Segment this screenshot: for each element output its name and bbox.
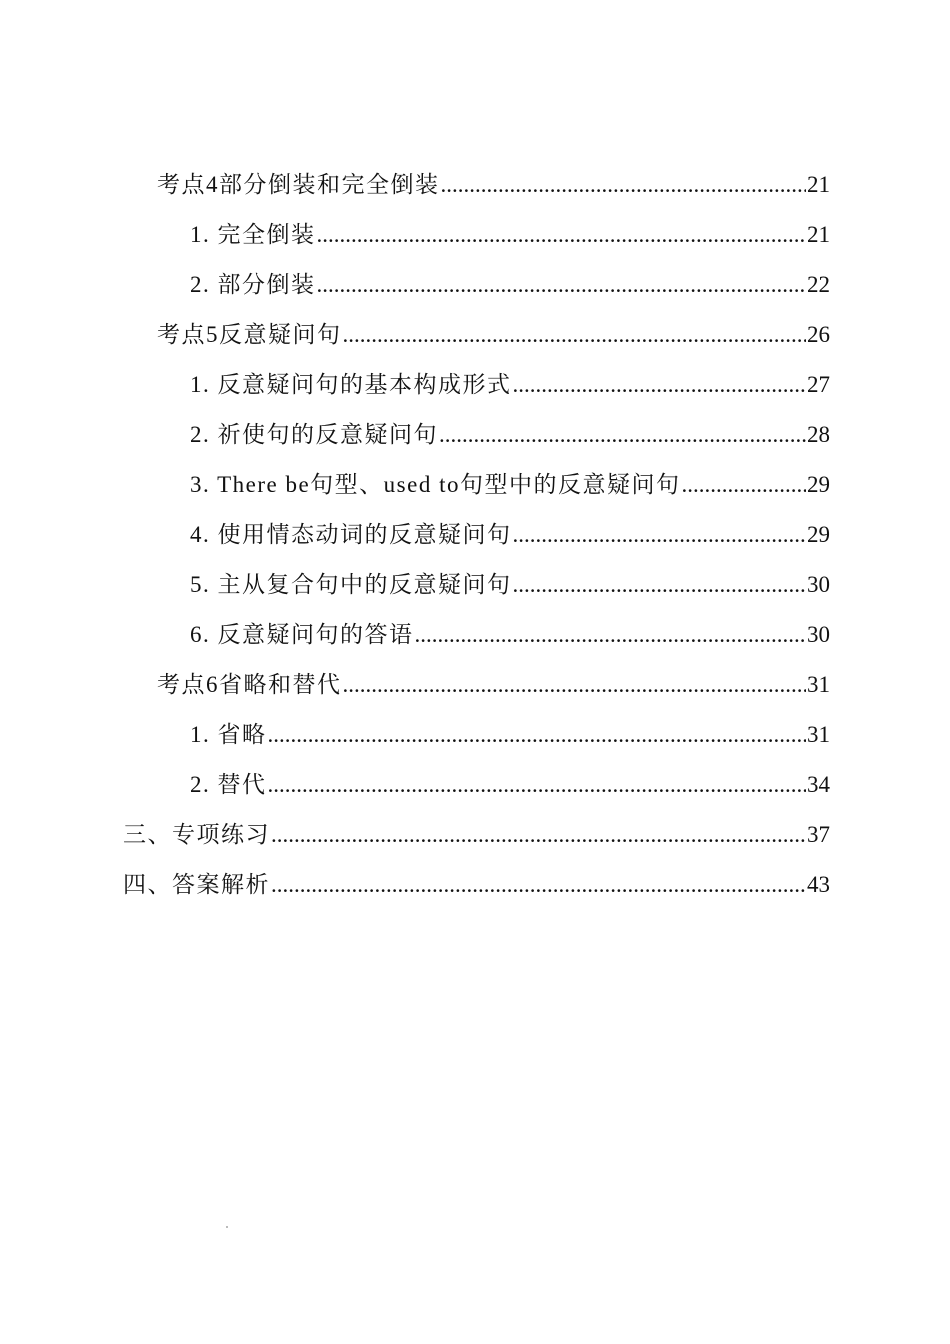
toc-entry-tag-answers[interactable] bbox=[190, 610, 830, 660]
toc-entry-topic-4[interactable] bbox=[157, 160, 830, 210]
toc-entry-full-inversion[interactable] bbox=[190, 210, 830, 260]
toc-entry-topic-5[interactable] bbox=[157, 310, 830, 360]
toc-entry-label: 考点4部分倒装和完全倒装 bbox=[157, 172, 440, 197]
toc-entry-label: 1. 反意疑问句的基本构成形式 bbox=[190, 372, 512, 397]
toc-entry-complex-sentence[interactable] bbox=[190, 560, 830, 610]
toc-entry-ellipsis[interactable] bbox=[190, 710, 830, 760]
toc-entry-label: 4. 使用情态动词的反意疑问句 bbox=[190, 522, 512, 547]
toc-entry-label: 3. There be句型、used to句型中的反意疑问句 bbox=[190, 472, 681, 497]
toc-dot-leader bbox=[343, 310, 807, 360]
toc-entry-label: 考点6省略和替代 bbox=[157, 672, 342, 697]
toc-page-number: 31 bbox=[807, 672, 830, 697]
toc-page-number: 21 bbox=[807, 222, 830, 247]
toc-entry-label: 1. 完全倒装 bbox=[190, 222, 316, 247]
toc-entry-label: 考点5反意疑问句 bbox=[157, 322, 342, 347]
toc-entry-label: 三、专项练习 bbox=[123, 822, 270, 847]
toc-entry-imperative-tag[interactable] bbox=[190, 410, 830, 460]
toc-entry-partial-inversion[interactable] bbox=[190, 260, 830, 310]
toc-page-number: 22 bbox=[807, 272, 830, 297]
toc-dot-leader bbox=[415, 610, 807, 660]
toc-dot-leader bbox=[317, 210, 807, 260]
toc-entry-answers[interactable] bbox=[123, 860, 830, 910]
toc-dot-leader bbox=[268, 760, 807, 810]
toc-dot-leader bbox=[439, 410, 806, 460]
toc-page-number: 34 bbox=[807, 772, 830, 797]
toc-entry-label: 5. 主从复合句中的反意疑问句 bbox=[190, 572, 512, 597]
toc-dot-leader bbox=[441, 160, 807, 210]
toc-dot-leader bbox=[271, 810, 806, 860]
toc-entry-label: 1. 省略 bbox=[190, 722, 267, 747]
toc-page-number: 29 bbox=[807, 522, 830, 547]
toc-entry-practice[interactable] bbox=[123, 810, 830, 860]
toc-page-number: 43 bbox=[807, 872, 830, 897]
stray-dot-mark bbox=[226, 1226, 228, 1228]
toc-entry-label: 2. 替代 bbox=[190, 772, 267, 797]
toc-entry-label: 6. 反意疑问句的答语 bbox=[190, 622, 414, 647]
toc-entry-label: 2. 祈使句的反意疑问句 bbox=[190, 422, 438, 447]
toc-page-number: 37 bbox=[807, 822, 830, 847]
toc-entry-label: 四、答案解析 bbox=[123, 872, 270, 897]
toc-entry-there-be-used-to[interactable] bbox=[190, 460, 830, 510]
toc-dot-leader bbox=[513, 360, 807, 410]
toc-entry-label: 2. 部分倒装 bbox=[190, 272, 316, 297]
toc-page-number: 27 bbox=[807, 372, 830, 397]
toc-page-number: 31 bbox=[807, 722, 830, 747]
toc-page-number: 30 bbox=[807, 572, 830, 597]
toc-dot-leader bbox=[343, 660, 807, 710]
toc-entry-modal-verbs[interactable] bbox=[190, 510, 830, 560]
toc-page-number: 26 bbox=[807, 322, 830, 347]
toc-dot-leader bbox=[268, 710, 807, 760]
toc-dot-leader bbox=[317, 260, 807, 310]
toc-page-number: 21 bbox=[807, 172, 830, 197]
toc-entry-tag-question-basics[interactable] bbox=[190, 360, 830, 410]
toc-dot-leader bbox=[513, 560, 807, 610]
toc-page-number: 30 bbox=[807, 622, 830, 647]
toc-page-number: 28 bbox=[807, 422, 830, 447]
toc-page-number: 29 bbox=[807, 472, 830, 497]
toc-entry-topic-6[interactable] bbox=[157, 660, 830, 710]
toc-dot-leader bbox=[681, 460, 806, 510]
toc-entry-substitution[interactable] bbox=[190, 760, 830, 810]
toc-dot-leader bbox=[271, 860, 806, 910]
toc-dot-leader bbox=[513, 510, 807, 560]
